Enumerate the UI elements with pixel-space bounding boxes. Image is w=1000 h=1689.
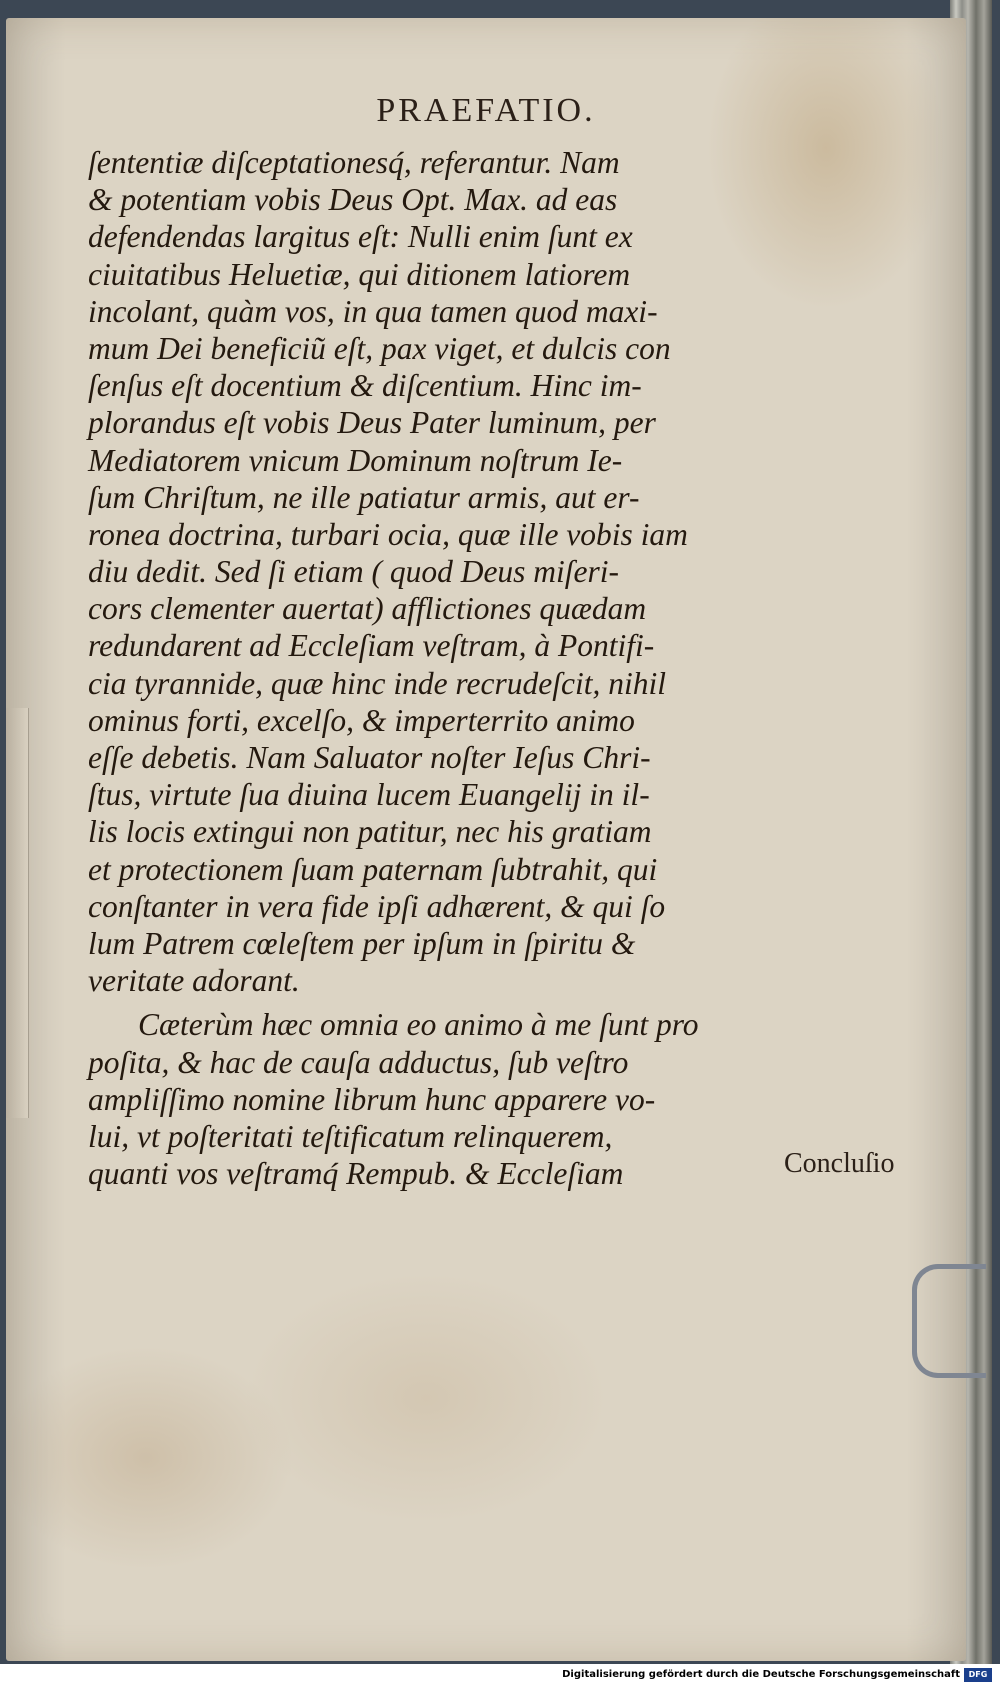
text-line: et protectionem ſuam paternam ſubtrahit, qui [88,851,658,887]
text-line: ampliſſimo nomine librum hunc apparere vo- [88,1081,656,1117]
text-line: veritate adorant. [88,963,300,999]
book-clip [912,1264,986,1378]
text-line: eſſe debetis. Nam Saluator noſter Ieſus Chri- [88,740,651,775]
text-line: mum Dei beneficiũ eſt, pax viget, et dulcis con [88,330,671,366]
text-line: cia tyrannide, quæ hinc inde recrudeſcit, nihil [88,665,666,701]
text-line: ſententiæ diſceptationesq́, referantur. Nam [88,145,620,180]
text-line: ominus forti, excelſo, & imperterrito animo [88,702,635,738]
text-line: incolant, quàm vos, in qua tamen quod maxi- [88,293,658,329]
text-line: lui, vt poſteritati teſtificatum relinquerem, [88,1118,613,1154]
text-line: ciuitatibus Heluetiæ, qui ditionem latiorem [88,256,631,292]
text-line: redundarent ad Eccleſiam veſtram, à Pontifi- [88,628,655,664]
dfg-logo-icon: DFG [964,1668,992,1682]
text-line: ſum Chriſtum, ne ille patiatur armis, aut er- [88,479,640,515]
text-line: lis locis extingui non patitur, nec his gratiam [88,814,652,850]
text-line: poſita, & hac de cauſa adductus, ſub veſtro [88,1044,629,1080]
marginal-note: Concluſio [784,1148,895,1179]
text-line: ronea doctrina, turbari ocia, quæ ille vobis iam [88,516,688,552]
text-line: lum Patrem cœleſtem per ipſum in ſpiritu & [88,925,636,961]
text-line: ſtus, virtute ſua diuina lucem Euangelij in il- [88,777,650,813]
text-line: Mediatorem vnicum Dominum noſtrum Ie- [88,442,623,478]
text-line: defendendas largitus eſt: Nulli enim ſunt ex [88,219,633,255]
book-page [6,18,966,1661]
text-line: diu dedit. Sed ſi etiam ( quod Deus miſeri- [88,554,620,590]
text-line-paragraph-start: Cæterùm hæc omnia eo animo à me ſunt pro [138,1007,699,1043]
text-line: plorandus eſt vobis Deus Pater luminum, per [88,405,656,441]
text-line: ſenſus eſt docentium & diſcentium. Hinc im- [88,368,642,404]
running-head: PRAEFATIO. [376,92,596,129]
page-edge-fold [6,708,29,1118]
text-line: & potentiam vobis Deus Opt. Max. ad eas [88,182,618,218]
footer-credit: Digitalisierung gefördert durch die Deutsche Forschungsgemeinschaft [562,1669,960,1680]
text-line: quanti vos veſtramq́ Rempub. & Eccleſiam [88,1156,624,1192]
footer-bar [0,1664,1000,1689]
text-line: conſtanter in vera fide ipſi adhærent, & qui ſo [88,888,666,924]
text-line: cors clementer auertat) afflictiones quædam [88,591,647,627]
body-text [88,144,788,1192]
